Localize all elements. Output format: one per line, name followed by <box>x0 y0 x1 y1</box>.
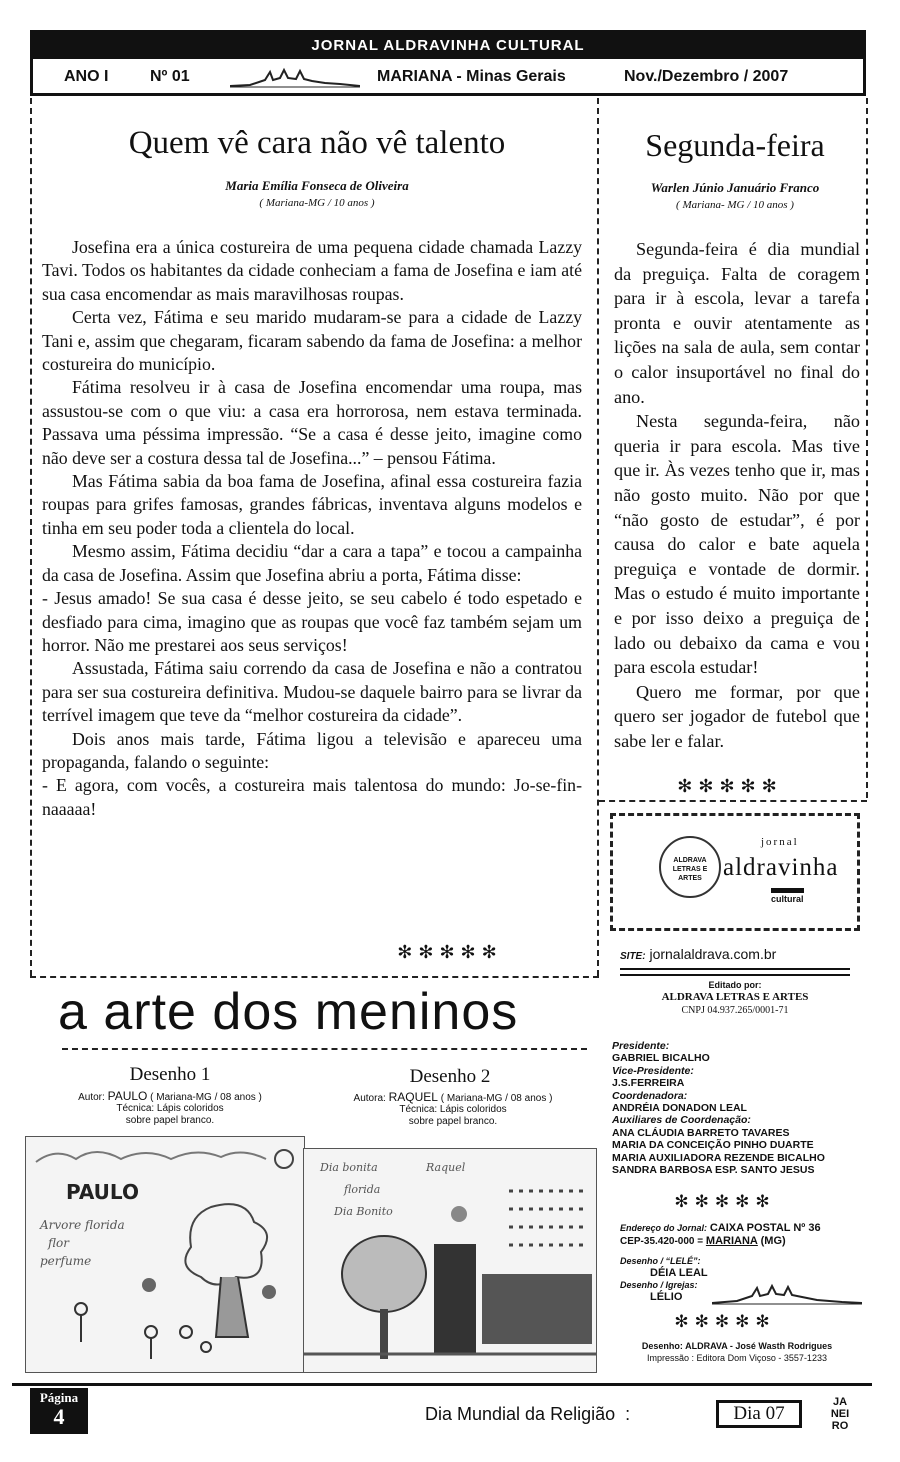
article-author: Maria Emília Fonseca de Oliveira <box>225 178 409 193</box>
drawing-title: Desenho 2 <box>409 1066 491 1087</box>
staff-role: Presidente: <box>612 1040 670 1052</box>
publisher-box <box>620 968 850 1018</box>
staff-role: Vice-Presidente: <box>612 1064 694 1077</box>
logo-box <box>610 813 860 931</box>
article-body <box>42 236 582 821</box>
staff-name: SANDRA BARBOSA ESP. SANTO JESUS <box>612 1164 815 1177</box>
article-title: Quem vê cara não vê talento <box>128 125 506 161</box>
editor-name: ALDRAVA LETRAS E ARTES <box>661 991 809 1003</box>
credit-name: LÉLIO <box>650 1291 683 1303</box>
article-title: Segunda-feira <box>645 127 825 163</box>
drawing-label: flor <box>48 1236 69 1250</box>
city-state: MARIANA - Minas Gerais <box>377 68 566 85</box>
sidebar-stars: ✻✻✻✻✻ <box>674 1192 776 1211</box>
section-underline <box>62 1048 587 1050</box>
paragraph: - E agora, com vocês, a costureira mais talentosa do mundo: Jo-se-fin-naaaaa! <box>42 775 582 819</box>
credit-name: DÉIA LEAL <box>650 1267 708 1279</box>
address-state: (MG) <box>760 1235 786 1247</box>
sidebar-top-border <box>599 800 867 802</box>
staff-role: Auxiliares de Coordenação: <box>612 1114 751 1127</box>
month-part: JA <box>832 1396 848 1408</box>
address-block <box>620 1222 870 1248</box>
church-skyline-icon <box>712 1283 862 1307</box>
column-divider <box>597 98 599 976</box>
seal-text: ALDRAVA LETRAS E ARTES <box>672 857 708 882</box>
credit-label: Desenho / Igrejas: <box>620 1280 698 1290</box>
month-part: RO <box>831 1420 849 1432</box>
support-line: sobre papel branco. <box>408 1116 498 1127</box>
end-stars: ✻✻✻✻✻ <box>677 776 783 796</box>
author-info: ( Mariana-MG / 08 anos ) <box>150 1092 262 1103</box>
newspaper-title: JORNAL ALDRAVINHA CULTURAL <box>33 33 863 59</box>
month-part: NEI <box>830 1408 850 1420</box>
site-url[interactable]: jornalaldrava.com.br <box>649 946 777 962</box>
author-info: ( Mariana-MG / 08 anos ) <box>440 1093 553 1104</box>
logo-sub: cultural <box>771 888 804 904</box>
page-number: 4 <box>53 1404 65 1429</box>
drawing-label: Dia Bonito <box>334 1205 393 1218</box>
staff-role: Coordenadora: <box>612 1089 688 1102</box>
drawing-1-image <box>25 1136 305 1373</box>
staff-name: ANDRÉIA DONADON LEAL <box>612 1102 747 1115</box>
issue-number: Nº 01 <box>150 68 190 85</box>
paragraph: Quero me formar, por que quero ser jogador de futebol que sabe ler e falar. <box>614 681 860 751</box>
drawing-author <box>318 1090 588 1104</box>
footer-rule <box>12 1383 872 1386</box>
drawing-credit: Desenho: ALDRAVA - José Wasth Rodrigues <box>641 1341 833 1351</box>
drawing-label: perfume <box>40 1254 92 1268</box>
technique-line: Técnica: Lápis coloridos <box>116 1103 224 1114</box>
right-border <box>866 98 868 798</box>
logo-small-text: jornal <box>761 836 799 848</box>
staff-name: MARIA DA CONCEIÇÃO PINHO DUARTE <box>612 1139 814 1152</box>
address-label: Endereço do Jornal: <box>620 1223 708 1233</box>
paragraph: Nesta segunda-feira, não queria ir para escola. Mas tive que ir. Às vezes tenho que ir, mas não gosto muito. Não por que “não gosto de estudar”, é por causa do calor e bate aquela preguiça e vontade de dormir. Mas o estudo é muito importante e por isso deixo a preguiça de lado ou debaixo da cama e vou para escola estudar! <box>614 411 860 678</box>
paragraph: Assustada, Fátima saiu correndo da casa de Josefina e não a contratou para ser sua costureira definitiva. Mudou-se daquele bairro para se livrar da terrível imagem que teve da “melhor costureira da cidade”. <box>42 658 582 726</box>
author-label: Autora: <box>353 1093 386 1104</box>
author-name: PAULO <box>107 1089 148 1103</box>
staff-list <box>612 1040 872 1176</box>
drawing-label: Arvore florida <box>40 1218 125 1232</box>
staff-name: GABRIEL BICALHO <box>612 1052 710 1065</box>
church-skyline-icon <box>230 66 360 90</box>
address-city: MARIANA <box>705 1235 758 1247</box>
aldrava-seal-logo <box>659 836 721 898</box>
site-line <box>620 946 776 962</box>
landscape-drawing <box>304 1149 596 1372</box>
drawing-author <box>40 1089 300 1103</box>
left-border <box>30 98 32 976</box>
paragraph: - Jesus amado! Se sua casa é desse jeito, se seu cabelo é todo espetado e desfiado para cima, imagino que as roupas que você faz também sejam um horror. Não me prestarei aos seus serviços! <box>42 588 582 655</box>
paragraph: Mesmo assim, Fátima decidiu “dar a cara a tapa” e tocou a campainha da casa de Josefina. Assim que Josefina abriu a porta, Fátima disse: <box>42 541 582 585</box>
printing-credit: Impressão : Editora Dom Viçoso - 3557-1233 <box>647 1353 827 1363</box>
paragraph: Josefina era a única costureira de uma pequena cidade chamada Lazzy Tavi. Todos os habitantes da cidade conheciam a fama de Josefina e iam até sua casa encomendar as mais maravilhosas roupas. <box>42 237 582 304</box>
staff-name: ANA CLÁUDIA BARRETO TAVARES <box>612 1126 790 1139</box>
day-box: Dia 07 <box>716 1400 802 1428</box>
logo-name: aldravinha <box>723 854 839 881</box>
tree-drawing <box>26 1137 304 1372</box>
end-stars: ✻✻✻✻✻ <box>397 942 503 962</box>
cep: CEP-35.420-000 = <box>620 1236 704 1247</box>
paragraph: Segunda-feira é dia mundial da preguiça. Falta de coragem para ir à escola, levar a tarefa pronta e ouvir atentamente as lições na sala de aula, sem contar o calor insuportável no final do ano. <box>614 239 860 407</box>
editado-label: Editado por: <box>708 980 762 990</box>
sidebar-stars: ✻✻✻✻✻ <box>674 1312 776 1331</box>
drawing-label: Dia bonita <box>320 1161 378 1174</box>
site-label: SITE: <box>620 951 646 962</box>
page-label: Página <box>39 1390 79 1405</box>
support-line: sobre papel branco. <box>125 1115 215 1126</box>
staff-name: J.S.FERREIRA <box>612 1077 685 1090</box>
drawing-2-image <box>303 1148 597 1373</box>
drawing-title: Desenho 1 <box>129 1064 211 1085</box>
author-name: RAQUEL <box>388 1090 438 1104</box>
paragraph: Mas Fátima sabia da boa fama de Josefina, afinal essa costureira fazia roupas para grifes famosas, grandes fábricas, inventava alguns modelos e tinha em seu poder toda a clientela do local. <box>42 471 582 538</box>
issue-date: Nov./Dezembro / 2007 <box>624 68 789 85</box>
article-bottom-border <box>30 976 599 978</box>
drawing-technique <box>40 1103 300 1127</box>
cnpj: CNPJ 04.937.265/0001-71 <box>681 1005 789 1016</box>
section-heading: a arte dos meninos <box>58 983 519 1041</box>
staff-name: MARIA AUXILIADORA REZENDE BICALHO <box>612 1151 825 1164</box>
article-body <box>614 237 860 753</box>
article-author-info: ( Mariana-MG / 10 anos ) <box>259 197 375 209</box>
drawing-label: PAULO <box>66 1180 139 1204</box>
page-number-box <box>30 1388 88 1434</box>
paragraph: Dois anos mais tarde, Fátima ligou a televisão e apareceu uma propaganda, falando o seguinte: <box>42 728 582 772</box>
month-label <box>826 1396 854 1432</box>
address-value: CAIXA POSTAL Nº 36 <box>709 1222 821 1234</box>
author-label: Autor: <box>78 1092 105 1103</box>
drawing-label: florida <box>344 1183 381 1196</box>
issue-info-row <box>40 62 860 94</box>
technique-line: Técnica: Lápis coloridos <box>399 1104 507 1115</box>
issue-year: ANO I <box>64 68 109 85</box>
print-credits <box>612 1340 862 1364</box>
article-author-info: ( Mariana- MG / 10 anos ) <box>676 199 794 211</box>
commemorative-date: Dia Mundial da Religião : <box>425 1404 631 1424</box>
paragraph: Fátima resolveu ir à casa de Josefina encomendar uma roupa, mas assustou-se com o que viu: a casa era horrorosa, nem estava terminada. Passava uma péssima impressão. “Se a casa é desse jeito, imagine como não deve ser a costura dessa tal de Josefina...” – pensou Fátima. <box>42 377 582 468</box>
credit-label: Desenho / “LELÉ”: <box>620 1256 701 1266</box>
paragraph: Certa vez, Fátima e seu marido mudaram-se para a cidade de Lazzy Tani e, assim que chegaram, ficaram sabendo da fama de Josefina: a melhor costureira do município. <box>42 307 582 375</box>
drawing-technique <box>318 1104 588 1128</box>
article-author: Warlen Júnio Januário Franco <box>650 180 820 195</box>
publisher-top-rule <box>620 968 850 976</box>
drawing-label: Raquel <box>426 1161 466 1174</box>
